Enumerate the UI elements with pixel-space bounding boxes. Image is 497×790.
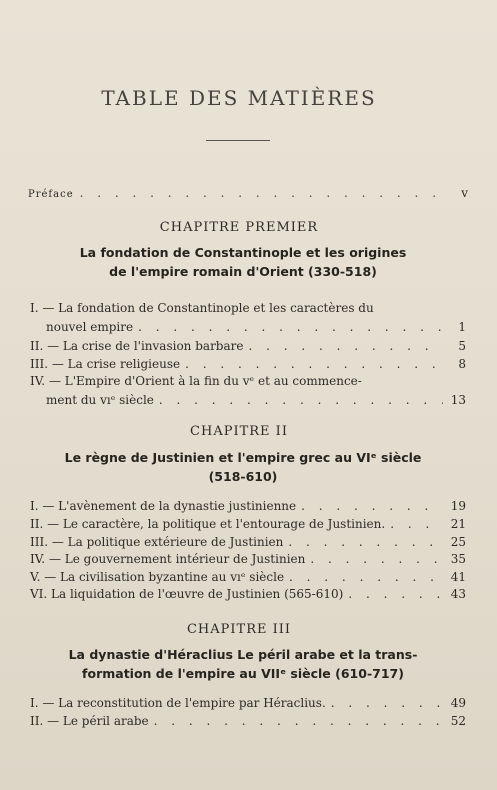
entry-text: I. — La reconstitution de l'empire par Héraclius.: [30, 696, 326, 710]
leader-dots: [80, 186, 444, 200]
chapter-3-label: CHAPITRE III: [186, 622, 292, 637]
entry-text: I. — L'avènement de la dynastie justinienne: [30, 499, 297, 513]
entry-text: II. — Le péril arabe: [30, 714, 149, 728]
entry-page: 8: [458, 357, 466, 371]
entry-page: 25: [450, 535, 466, 549]
entry-text-cont: nouvel empire: [46, 320, 134, 334]
entry-page: 13: [450, 393, 466, 407]
entry-text: I. — La fondation de Constantinople et les caractères du: [30, 301, 374, 315]
toc-entry: [30, 372, 466, 410]
leader-dots: [301, 497, 443, 516]
chapter-1-title-line-1: La fondation de Constantinople et les origines: [79, 245, 407, 260]
leader-dots: [390, 515, 443, 534]
chapter-2-title: [30, 448, 456, 486]
toc-entry: [30, 694, 466, 713]
entry-page: 21: [450, 517, 466, 531]
entry-page: 35: [450, 552, 466, 566]
entry-text: II. — Le caractère, la politique et l'entourage de Justinien.: [30, 517, 386, 531]
chapter-2-title-line-2: (518-610): [208, 469, 278, 484]
leader-dots: [159, 391, 443, 410]
leader-dots: [138, 318, 443, 337]
entry-text: VI. La liquidation de l'œuvre de Justinien (565-610): [30, 587, 344, 601]
leader-dots: [331, 694, 443, 713]
chapter-1-title: [30, 243, 456, 281]
leader-dots: [154, 712, 443, 731]
entry-page: 43: [450, 587, 466, 601]
toc-entry: [30, 337, 466, 356]
preface-label: Préface: [28, 189, 74, 200]
toc-entry: [30, 299, 466, 337]
toc-entry: [30, 585, 466, 604]
entry-page: 19: [450, 499, 466, 513]
leader-dots: [310, 550, 443, 569]
toc-entry: [30, 515, 466, 534]
chapter-3-title: [30, 645, 456, 683]
page-title: TABLE DES MATIÈRES: [101, 86, 377, 110]
leader-dots: [348, 585, 443, 604]
entry-text: V. — La civilisation byzantine au vıᵉ siècle: [30, 570, 285, 584]
entry-page: 41: [450, 570, 466, 584]
chapter-2-title-line-1: Le règne de Justinien et l'empire grec au VIᵉ siècle: [64, 450, 422, 465]
chapter-3-title-line-1: La dynastie d'Héraclius Le péril arabe et la trans-: [68, 647, 418, 662]
entry-page: 1: [458, 320, 466, 334]
entry-page: 5: [458, 339, 466, 353]
chapter-1-label: CHAPITRE PREMIER: [159, 220, 319, 235]
entry-page: 49: [450, 696, 466, 710]
toc-entry: [30, 550, 466, 569]
entry-text-cont: ment du vıᵉ siècle: [46, 393, 154, 407]
toc-entry: [30, 712, 466, 731]
entry-text: IV. — L'Empire d'Orient à la fin du vᵉ et au commence-: [30, 374, 362, 388]
entry-text: IV. — Le gouvernement intérieur de Justinien: [30, 552, 306, 566]
title-rule: [206, 140, 270, 141]
preface-entry: [28, 186, 468, 200]
entry-text: III. — La politique extérieure de Justinien: [30, 535, 284, 549]
chapter-3-title-line-2: formation de l'empire au VIIᵉ siècle (610-717): [82, 666, 404, 681]
entry-text: II. — La crise de l'invasion barbare: [30, 339, 244, 353]
toc-entry: [30, 497, 466, 516]
leader-dots: [248, 337, 443, 356]
chapter-1-title-line-2: de l'empire romain d'Orient (330-518): [109, 264, 377, 279]
chapter-2-label: CHAPITRE II: [190, 424, 288, 439]
preface-page: v: [461, 186, 468, 200]
entry-text: III. — La crise religieuse: [30, 357, 181, 371]
entry-page: 52: [450, 714, 466, 728]
